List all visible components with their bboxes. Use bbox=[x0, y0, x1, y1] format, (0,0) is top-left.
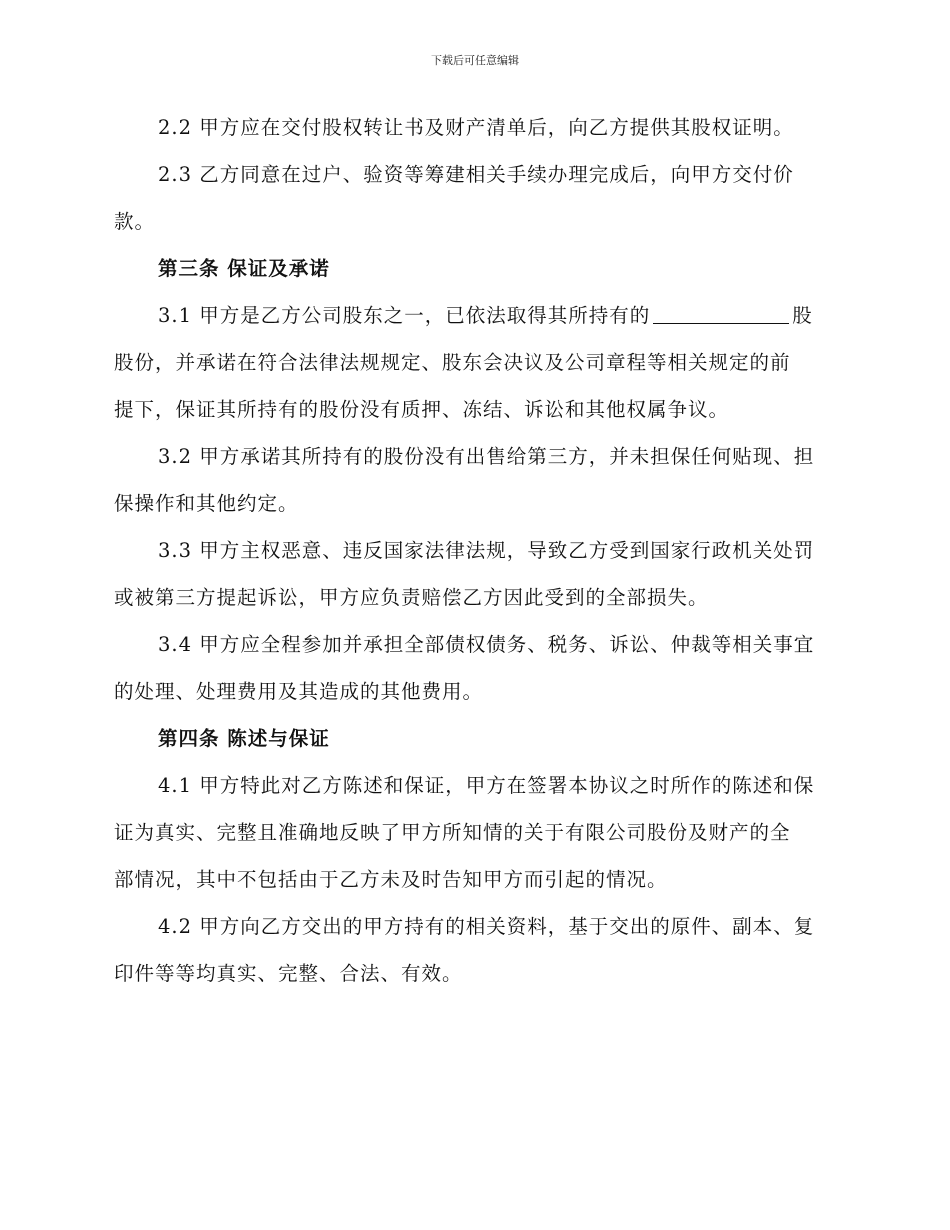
clause-2-3-line-1: 2.3 乙方同意在过户、验资等筹建相关手续办理完成后，向甲方交付价 bbox=[158, 163, 794, 186]
clause-4-1 bbox=[114, 762, 838, 903]
clause-2-3-line-2: 款。 bbox=[114, 210, 156, 233]
clause-3-4-line-2: 的处理、处理费用及其造成的其他费用。 bbox=[114, 680, 484, 703]
clause-3-3-line-2: 或被第三方提起诉讼，甲方应负责赔偿乙方因此受到的全部损失。 bbox=[114, 586, 709, 609]
clause-3-3-line-1: 3.3 甲方主权恶意、违反国家法律法规，导致乙方受到国家行政机关处罚 bbox=[158, 539, 815, 562]
fill-in-blank[interactable] bbox=[653, 307, 789, 324]
clause-3-1-text-after-blank: 股 bbox=[792, 304, 813, 327]
page-header: 下载后可任意编辑 bbox=[431, 54, 519, 67]
clause-4-1-line-3: 部情况，其中不包括由于乙方未及时告知甲方而引起的情况。 bbox=[114, 868, 668, 891]
clause-4-2-line-2: 印件等等均真实、完整、合法、有效。 bbox=[114, 962, 463, 985]
clause-3-4 bbox=[114, 621, 838, 715]
clause-3-2-line-2: 保操作和其他约定。 bbox=[114, 492, 299, 515]
clause-3-1-line-2: 股份，并承诺在符合法律法规规定、股东会决议及公司章程等相关规定的前 bbox=[114, 351, 791, 374]
clause-2-2 bbox=[114, 104, 838, 151]
clause-3-1-line-1 bbox=[114, 292, 838, 339]
section-heading-4: 第四条 陈述与保证 bbox=[158, 727, 330, 750]
section-heading-3: 第三条 保证及承诺 bbox=[158, 257, 330, 280]
clause-2-2-line-1: 2.2 甲方应在交付股权转让书及财产清单后，向乙方提供其股权证明。 bbox=[158, 116, 794, 139]
clause-3-4-line-1: 3.4 甲方应全程参加并承担全部债权债务、税务、诉讼、仲裁等相关事宜 bbox=[158, 633, 815, 656]
clause-3-1-line-3: 提下，保证其所持有的股份没有质押、冻结、诉讼和其他权属争议。 bbox=[114, 398, 730, 421]
clause-4-2 bbox=[114, 903, 838, 997]
clause-4-1-line-1: 4.1 甲方特此对乙方陈述和保证，甲方在签署本协议之时所作的陈述和保 bbox=[158, 774, 815, 797]
document-body bbox=[114, 104, 838, 997]
clause-4-1-line-2: 证为真实、完整且准确地反映了甲方所知情的关于有限公司股份及财产的全 bbox=[114, 821, 791, 844]
clause-4-2-line-1: 4.2 甲方向乙方交出的甲方持有的相关资料，基于交出的原件、副本、复 bbox=[158, 915, 815, 938]
clause-3-1-text-before-blank: 3.1 甲方是乙方公司股东之一，已依法取得其所持有的 bbox=[158, 304, 651, 327]
clause-2-3 bbox=[114, 151, 838, 245]
clause-3-2 bbox=[114, 433, 838, 527]
clause-3-2-line-1: 3.2 甲方承诺其所持有的股份没有出售给第三方，并未担保任何贴现、担 bbox=[158, 445, 815, 468]
clause-3-3 bbox=[114, 527, 838, 621]
clause-3-1 bbox=[114, 292, 838, 433]
